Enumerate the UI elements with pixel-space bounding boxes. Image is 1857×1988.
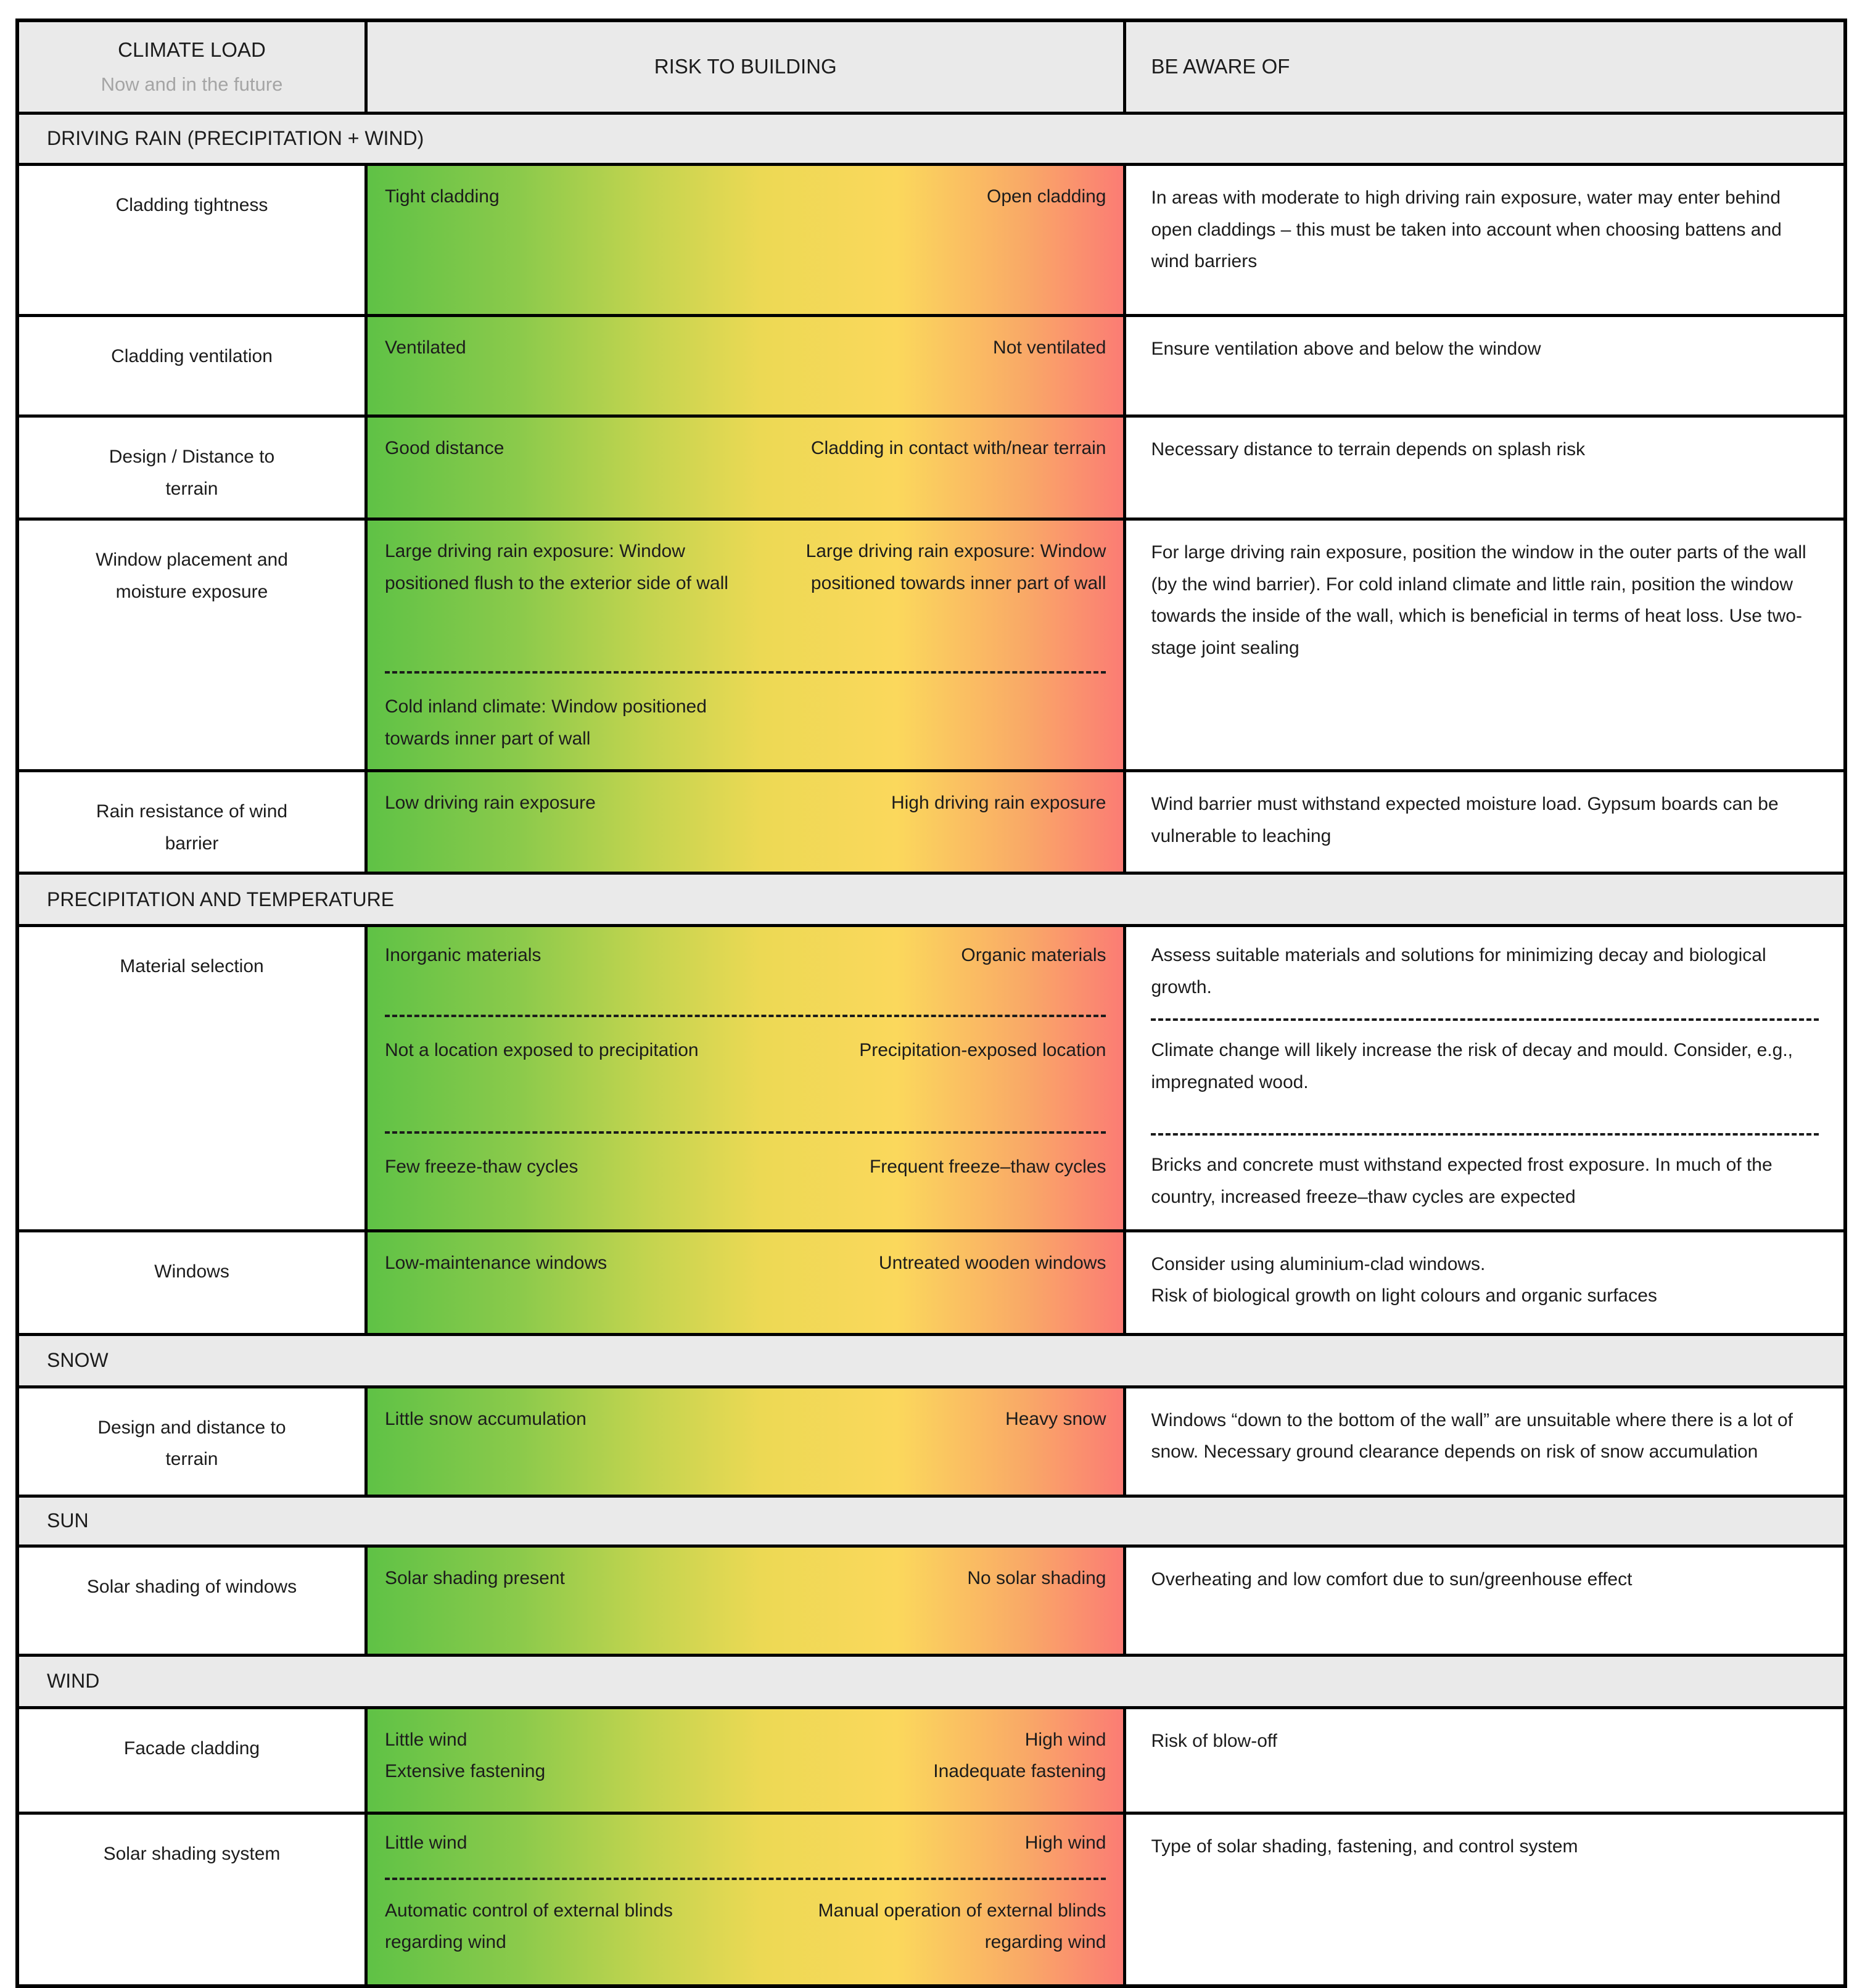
row-solar-shading-system xyxy=(19,1812,1843,1984)
section-driving-rain: DRIVING RAIN (PRECIPITATION + WIND) xyxy=(19,112,1843,163)
aware-cell: Risk of blow-off xyxy=(1151,1730,1278,1751)
aware-cell: Wind barrier must withstand expected moisture load. Gypsum boards can be vulnerable to leaching xyxy=(1151,794,1779,846)
risk-high-label-2: Manual operation of external blinds regarding wind xyxy=(818,1900,1106,1953)
risk-gradient-cell xyxy=(368,521,1127,769)
risk-low-label: Tight cladding xyxy=(384,186,500,207)
risk-low-label: Few freeze-thaw cycles xyxy=(384,1157,579,1178)
aware-line: Risk of biological growth on light colours and organic surfaces xyxy=(1151,1285,1657,1306)
risk-gradient-cell xyxy=(368,317,1127,415)
risk-to-building-title: RISK TO BUILDING xyxy=(654,55,837,78)
row-material-selection xyxy=(19,924,1843,1229)
risk-high-label-2: Inadequate fastening xyxy=(933,1761,1106,1782)
aware-cell: In areas with moderate to high driving rain exposure, water may enter behind open claddings – this must be taken into account when choosing battens and wind barriers xyxy=(1151,188,1782,272)
aware-cell: Ensure ventilation above and below the window xyxy=(1151,339,1541,359)
aware-line: Consider using aluminium-clad windows. xyxy=(1151,1253,1486,1274)
risk-low-label: Solar shading present xyxy=(384,1567,565,1588)
risk-low-label: Ventilated xyxy=(384,337,466,358)
risk-low-label: Inorganic materials xyxy=(384,945,541,966)
be-aware-of-title: BE AWARE OF xyxy=(1151,55,1290,78)
row-snow-design-distance xyxy=(19,1385,1843,1495)
row-label: Facade cladding xyxy=(123,1738,260,1759)
risk-high-label: Open cladding xyxy=(987,186,1106,207)
risk-low-label: Large driving rain exposure: Window positioned flush to the exterior side of wall xyxy=(384,541,728,593)
aware-cell xyxy=(1126,927,1843,1229)
section-precipitation-temperature: PRECIPITATION AND TEMPERATURE xyxy=(19,872,1843,924)
row-cladding-ventilation xyxy=(19,314,1843,415)
row-label: Material selection xyxy=(120,956,264,977)
row-design-distance-terrain xyxy=(19,415,1843,518)
risk-low-label-2: Cold inland climate: Window positioned towards inner part of wall xyxy=(384,696,707,749)
header-cell-risk xyxy=(368,22,1127,112)
climate-load-subtitle: Now and in the future xyxy=(101,73,283,96)
aware-paragraph: Climate change will likely increase the risk of decay and mould. Consider, e.g., impregnated wood. xyxy=(1151,1040,1793,1092)
risk-high-label: Precipitation-exposed location xyxy=(859,1040,1106,1061)
risk-low-label: Little wind xyxy=(384,1832,467,1853)
row-label: Design and distance to terrain xyxy=(97,1417,286,1470)
climate-risk-table xyxy=(15,19,1847,1988)
risk-gradient-cell xyxy=(368,418,1127,518)
risk-gradient-cell xyxy=(368,1709,1127,1812)
row-label: Window placement and moisture exposure xyxy=(96,550,288,602)
aware-paragraph: Bricks and concrete must withstand expected frost exposure. In much of the country, increased freeze–thaw cycles are expected xyxy=(1151,1155,1773,1207)
risk-low-label: Good distance xyxy=(384,438,504,458)
header-cell-aware xyxy=(1126,22,1843,112)
row-solar-shading-windows xyxy=(19,1545,1843,1654)
row-window-placement xyxy=(19,518,1843,769)
risk-high-label: Untreated wooden windows xyxy=(878,1252,1106,1273)
dashed-divider xyxy=(385,1131,1106,1134)
risk-low-label: Low-maintenance windows xyxy=(384,1252,607,1273)
risk-gradient-cell xyxy=(368,1815,1127,1984)
risk-high-label: High wind xyxy=(1024,1832,1106,1853)
aware-cell: Windows “down to the bottom of the wall” are unsuitable where there is a lot of snow. Necessary ground clearance depends on risk of snow accumulation xyxy=(1151,1409,1793,1462)
risk-high-label: High wind xyxy=(1024,1729,1106,1750)
row-facade-cladding xyxy=(19,1706,1843,1812)
risk-gradient-cell xyxy=(368,1232,1127,1333)
dashed-divider xyxy=(1151,1018,1819,1021)
risk-low-label: Little snow accumulation xyxy=(384,1408,587,1429)
risk-high-label: Not ventilated xyxy=(993,337,1106,358)
aware-cell: For large driving rain exposure, position the window in the outer parts of the wall (by the wind barrier). For cold inland climate and little rain, position the window towards the inside of the wall, which is beneficial in terms of heat loss. Use two-stage joint sealing xyxy=(1151,542,1806,658)
risk-low-label: Little wind xyxy=(384,1729,467,1750)
aware-cell: Necessary distance to terrain depends on splash risk xyxy=(1151,439,1586,460)
row-label: Solar shading of windows xyxy=(86,1576,297,1597)
table-header-row xyxy=(19,22,1843,112)
row-rain-resistance xyxy=(19,769,1843,872)
row-label: Cladding tightness xyxy=(115,195,268,215)
section-snow: SNOW xyxy=(19,1333,1843,1385)
header-cell-climate-load xyxy=(19,22,368,112)
risk-gradient-cell xyxy=(368,1388,1127,1495)
dashed-divider xyxy=(385,1015,1106,1017)
risk-low-label-2: Extensive fastening xyxy=(384,1761,546,1782)
risk-high-label: Heavy snow xyxy=(1005,1408,1106,1429)
section-sun: SUN xyxy=(19,1495,1843,1545)
aware-cell: Type of solar shading, fastening, and control system xyxy=(1151,1836,1578,1857)
aware-paragraph: Assess suitable materials and solutions for minimizing decay and biological growth. xyxy=(1151,945,1766,997)
risk-low-label: Low driving rain exposure xyxy=(384,793,596,814)
risk-gradient-cell xyxy=(368,1548,1127,1654)
dashed-divider xyxy=(385,1878,1106,1880)
row-label: Cladding ventilation xyxy=(111,346,273,366)
aware-cell: Overheating and low comfort due to sun/greenhouse effect xyxy=(1151,1569,1633,1590)
risk-high-label: Cladding in contact with/near terrain xyxy=(810,438,1106,458)
aware-cell xyxy=(1126,1232,1843,1333)
risk-low-label-2: Automatic control of external blinds regarding wind xyxy=(384,1900,673,1953)
risk-high-label: No solar shading xyxy=(967,1567,1106,1588)
risk-gradient-cell xyxy=(368,166,1127,314)
risk-high-label: Frequent freeze–thaw cycles xyxy=(869,1157,1106,1178)
risk-low-label: Not a location exposed to precipitation xyxy=(384,1040,699,1061)
section-wind: WIND xyxy=(19,1654,1843,1706)
dashed-divider xyxy=(1151,1133,1819,1136)
row-cladding-tightness xyxy=(19,163,1843,314)
row-label: Windows xyxy=(154,1261,229,1282)
row-label: Solar shading system xyxy=(103,1843,281,1864)
risk-high-label: Large driving rain exposure: Window positioned towards inner part of wall xyxy=(805,541,1106,593)
dashed-divider xyxy=(385,671,1106,674)
row-label: Rain resistance of wind barrier xyxy=(96,801,288,854)
row-windows xyxy=(19,1229,1843,1333)
climate-load-title: CLIMATE LOAD xyxy=(118,38,266,62)
risk-high-label: Organic materials xyxy=(961,945,1106,966)
risk-gradient-cell xyxy=(368,927,1127,1229)
risk-high-label: High driving rain exposure xyxy=(891,793,1106,814)
row-label: Design / Distance to terrain xyxy=(109,447,275,499)
risk-gradient-cell xyxy=(368,772,1127,872)
